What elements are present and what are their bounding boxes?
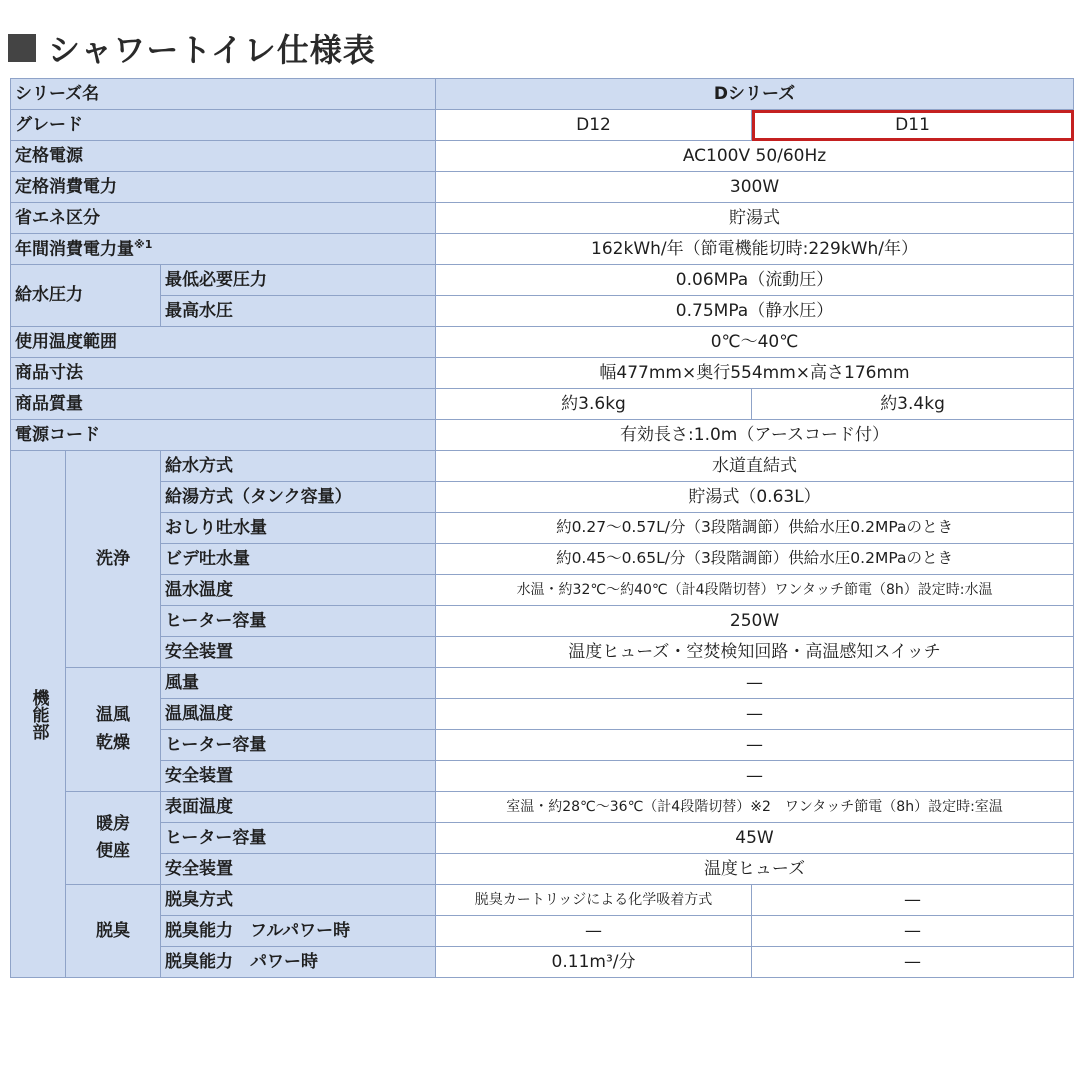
row-dimensions [11,358,1074,389]
dryer-group-label [66,668,161,792]
rated-power-label: 定格電源 [11,141,436,172]
wash-item-value: 水道直結式 [436,451,1074,482]
seat-group-label-text: 暖房便座 [95,813,130,861]
row-rated-power [11,141,1074,172]
dryer-item-value: — [436,730,1074,761]
wash-item-label: ビデ吐水量 [161,544,436,575]
wash-item-value: 250W [436,606,1074,637]
deodor-item-label: 脱臭能力 フルパワー時 [161,916,436,947]
seat-item-label: 安全装置 [161,854,436,885]
row-dryer-0 [11,668,1074,699]
dryer-item-label: ヒーター容量 [161,730,436,761]
annual-consumption-note: ※1 [134,238,153,252]
dimensions-value: 幅477mm×奥行554mm×高さ176mm [436,358,1074,389]
dryer-item-value: — [436,668,1074,699]
wash-item-value: 温度ヒューズ・空焚検知回路・高温感知スイッチ [436,637,1074,668]
wash-item-value: 約0.45〜0.65L/分（3段階調節）供給水圧0.2MPaのとき [436,544,1074,575]
wash-item-label: 温水温度 [161,575,436,606]
row-seat-0 [11,792,1074,823]
row-grade [11,110,1074,141]
series-label: シリーズ名 [11,79,436,110]
max-pressure-label: 最高水圧 [161,296,436,327]
row-wash-4 [11,575,1074,606]
dryer-item-value: — [436,699,1074,730]
row-wash-2 [11,513,1074,544]
row-wash-5 [11,606,1074,637]
deodor-d12-value: 0.11m³/分 [436,947,752,978]
row-dryer-1 [11,699,1074,730]
seat-item-label: 表面温度 [161,792,436,823]
wash-group-label: 洗浄 [66,451,161,668]
row-wash-3 [11,544,1074,575]
wash-item-label: おしり吐水量 [161,513,436,544]
deodor-d11-value: — [752,947,1074,978]
wash-item-label: ヒーター容量 [161,606,436,637]
row-water-pressure-max [11,296,1074,327]
rated-consumption-label: 定格消費電力 [11,172,436,203]
weight-label: 商品質量 [11,389,436,420]
grade-label: グレード [11,110,436,141]
temp-range-label: 使用温度範囲 [11,327,436,358]
dryer-item-value: — [436,761,1074,792]
wash-item-label: 安全装置 [161,637,436,668]
row-wash-6 [11,637,1074,668]
series-value: Dシリーズ [436,79,1074,110]
row-deodor-1 [11,916,1074,947]
seat-item-value: 温度ヒューズ [436,854,1074,885]
wash-item-value: 水温・約32℃〜約40℃（計4段階切替）ワンタッチ節電（8h）設定時:水温 [436,575,1074,606]
energy-class-value: 貯湯式 [436,203,1074,234]
min-pressure-label: 最低必要圧力 [161,265,436,296]
wash-item-label: 給水方式 [161,451,436,482]
deodor-group-label: 脱臭 [66,885,161,978]
page-title [8,26,376,70]
row-deodor-2 [11,947,1074,978]
energy-class-label: 省エネ区分 [11,203,436,234]
row-water-pressure-min [11,265,1074,296]
spec-table [10,78,1074,978]
dryer-item-label: 温風温度 [161,699,436,730]
weight-d11: 約3.4kg [752,389,1074,420]
row-deodor-0 [11,885,1074,916]
wash-item-value: 貯湯式（0.63L） [436,482,1074,513]
water-pressure-label: 給水圧力 [11,265,161,327]
cord-value: 有効長さ:1.0m（アースコード付） [436,420,1074,451]
grade-d12: D12 [436,110,752,141]
dryer-item-label: 安全装置 [161,761,436,792]
deodor-d12-value: — [436,916,752,947]
row-weight [11,389,1074,420]
row-rated-consumption [11,172,1074,203]
cord-label: 電源コード [11,420,436,451]
row-seat-1 [11,823,1074,854]
seat-group-label [66,792,161,885]
deodor-item-label: 脱臭能力 パワー時 [161,947,436,978]
annual-consumption-value: 162kWh/年（節電機能切時:229kWh/年） [436,234,1074,265]
seat-item-value: 室温・約28℃〜36℃（計4段階切替）※2 ワンタッチ節電（8h）設定時:室温 [436,792,1074,823]
title-square-icon [8,34,36,62]
dryer-item-label: 風量 [161,668,436,699]
rated-consumption-value: 300W [436,172,1074,203]
grade-d11-selected: D11 [752,110,1074,141]
row-wash-0 [11,451,1074,482]
title-text: シャワートイレ仕様表 [48,31,376,69]
max-pressure-value: 0.75MPa（静水圧） [436,296,1074,327]
row-energy-class [11,203,1074,234]
row-series [11,79,1074,110]
row-dryer-3 [11,761,1074,792]
annual-consumption-label [11,234,436,265]
row-wash-1 [11,482,1074,513]
weight-d12: 約3.6kg [436,389,752,420]
spec-table-wrapper [10,78,1074,978]
function-section-label: 機能部 [11,451,66,978]
annual-consumption-label-text: 年間消費電力量 [15,239,134,260]
dryer-group-label-text: 温風乾燥 [95,705,130,753]
wash-item-label: 給湯方式（タンク容量） [161,482,436,513]
row-dryer-2 [11,730,1074,761]
wash-item-value: 約0.27〜0.57L/分（3段階調節）供給水圧0.2MPaのとき [436,513,1074,544]
rated-power-value: AC100V 50/60Hz [436,141,1074,172]
dimensions-label: 商品寸法 [11,358,436,389]
deodor-item-label: 脱臭方式 [161,885,436,916]
deodor-d11-value: — [752,916,1074,947]
row-temp-range [11,327,1074,358]
seat-item-label: ヒーター容量 [161,823,436,854]
deodor-d12-value: 脱臭カートリッジによる化学吸着方式 [436,885,752,916]
deodor-d11-value: — [752,885,1074,916]
row-cord [11,420,1074,451]
min-pressure-value: 0.06MPa（流動圧） [436,265,1074,296]
temp-range-value: 0℃〜40℃ [436,327,1074,358]
row-seat-2 [11,854,1074,885]
seat-item-value: 45W [436,823,1074,854]
row-annual-consumption [11,234,1074,265]
